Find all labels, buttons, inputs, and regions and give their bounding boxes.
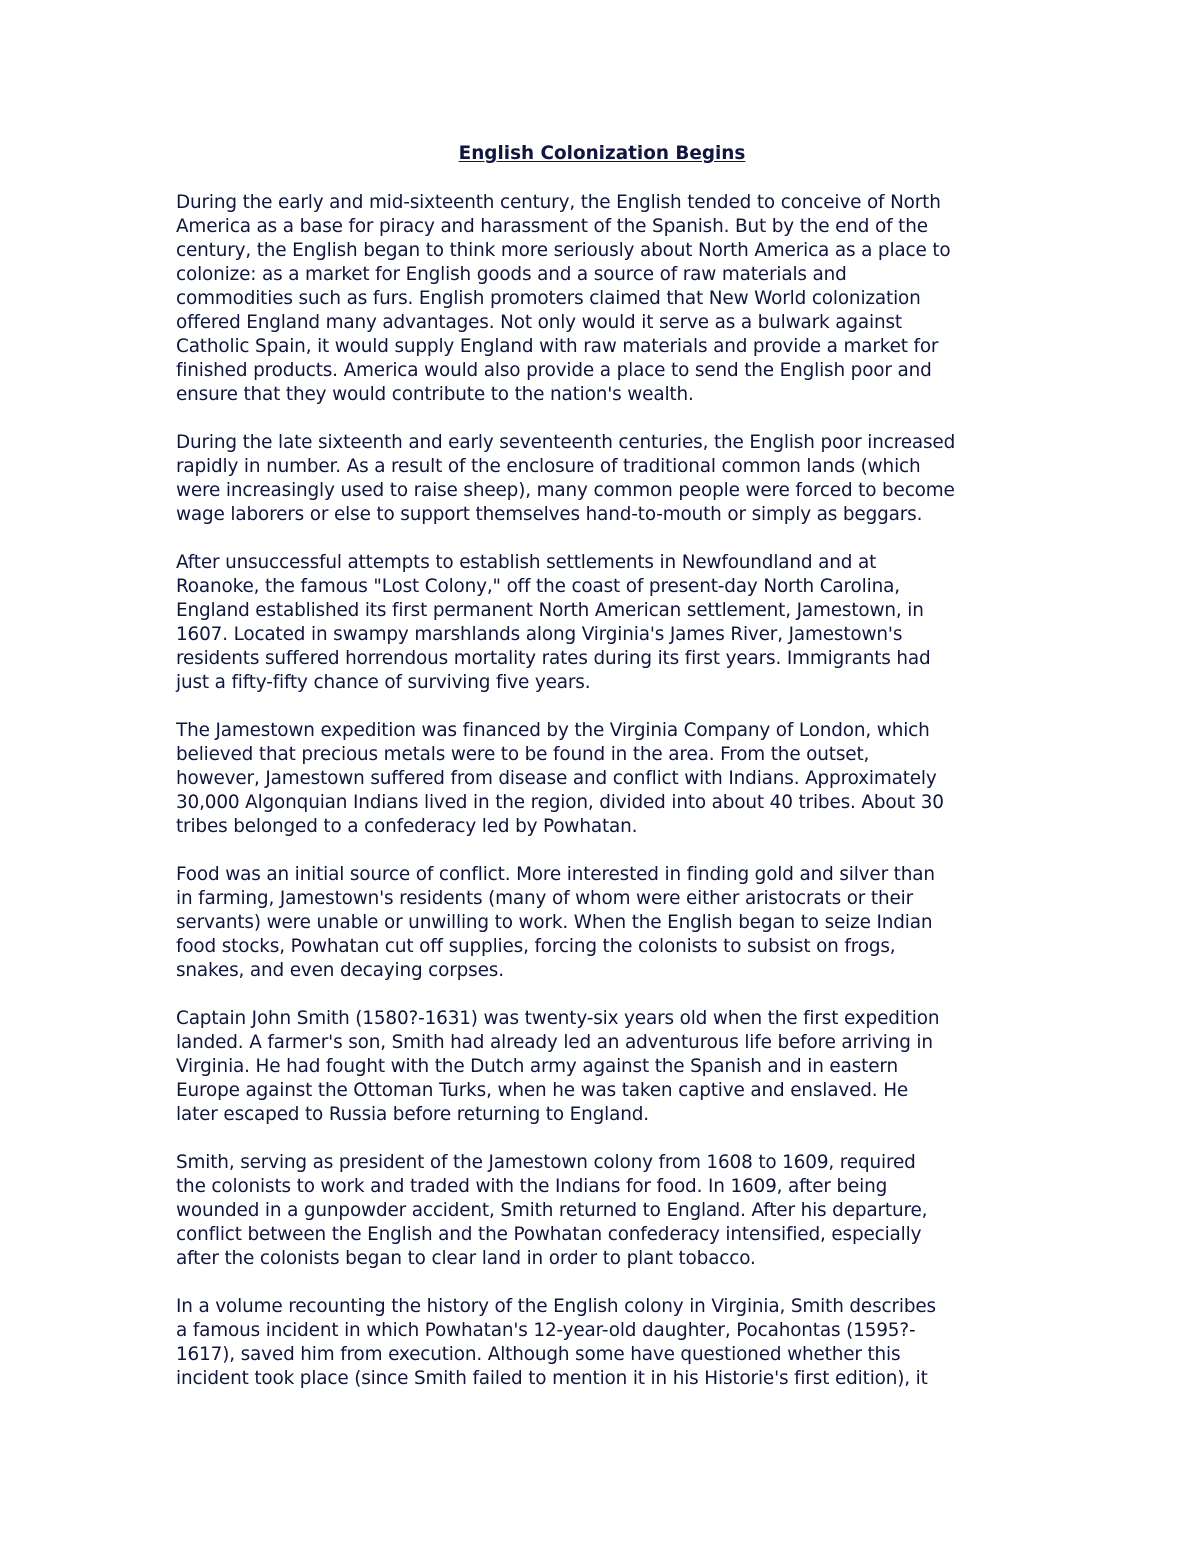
text-line: Virginia. He had fought with the Dutch army against the Spanish and in eastern — [176, 1056, 898, 1077]
text-line: were increasingly used to raise sheep), many common people were forced to become — [176, 480, 955, 501]
text-line: 1607. Located in swampy marshlands along Virginia's James River, Jamestown's — [176, 624, 903, 645]
text-line: in farming, Jamestown's residents (many of whom were either aristocrats or their — [176, 888, 914, 909]
text-line: During the late sixteenth and early seventeenth centuries, the English poor increased — [176, 432, 956, 453]
text-line: just a fifty-fifty chance of surviving five years. — [176, 672, 591, 693]
text-line: During the early and mid-sixteenth century, the English tended to conceive of North — [176, 192, 941, 213]
paragraph — [176, 551, 1028, 695]
text-line: commodities such as furs. English promoters claimed that New World colonization — [176, 288, 921, 309]
text-line: century, the English began to think more seriously about North America as a place to — [176, 240, 951, 261]
text-line: Food was an initial source of conflict. More interested in finding gold and silver than — [176, 864, 935, 885]
text-line: residents suffered horrendous mortality rates during its first years. Immigrants had — [176, 648, 931, 669]
text-line: England established its first permanent North American settlement, Jamestown, in — [176, 600, 924, 621]
paragraph — [176, 431, 1028, 527]
text-line: offered England many advantages. Not only would it serve as a bulwark against — [176, 312, 902, 333]
text-line: landed. A farmer's son, Smith had already led an adventurous life before arriving in — [176, 1032, 933, 1053]
text-line: tribes belonged to a confederacy led by Powhatan. — [176, 816, 638, 837]
text-line: The Jamestown expedition was financed by the Virginia Company of London, which — [176, 720, 930, 741]
text-line: servants) were unable or unwilling to work. When the English began to seize Indian — [176, 912, 933, 933]
paragraph — [176, 1295, 1028, 1391]
text-line: 1617), saved him from execution. Although some have questioned whether this — [176, 1344, 901, 1365]
text-line: the colonists to work and traded with the Indians for food. In 1609, after being — [176, 1176, 888, 1197]
text-line: ensure that they would contribute to the nation's wealth. — [176, 384, 694, 405]
text-line: Catholic Spain, it would supply England with raw materials and provide a market for — [176, 336, 939, 357]
text-line: Captain John Smith (1580?-1631) was twenty-six years old when the first expedition — [176, 1008, 940, 1029]
text-line: wage laborers or else to support themselves hand-to-mouth or simply as beggars. — [176, 504, 923, 525]
text-line: colonize: as a market for English goods and a source of raw materials and — [176, 264, 847, 285]
text-line: incident took place (since Smith failed to mention it in his Historie's first edition), it — [176, 1368, 928, 1389]
text-line: conflict between the English and the Powhatan confederacy intensified, especially — [176, 1224, 922, 1245]
text-line: Smith, serving as president of the Jamestown colony from 1608 to 1609, required — [176, 1152, 916, 1173]
paragraph — [176, 863, 1028, 983]
text-line: later escaped to Russia before returning to England. — [176, 1104, 649, 1125]
text-line: In a volume recounting the history of the English colony in Virginia, Smith describes — [176, 1296, 936, 1317]
text-line: food stocks, Powhatan cut off supplies, forcing the colonists to subsist on frogs, — [176, 936, 896, 957]
paragraph-container — [176, 191, 1028, 1391]
text-line: snakes, and even decaying corpses. — [176, 960, 504, 981]
paragraph — [176, 1007, 1028, 1127]
text-line: After unsuccessful attempts to establish settlements in Newfoundland and at — [176, 552, 877, 573]
text-line: however, Jamestown suffered from disease and conflict with Indians. Approximately — [176, 768, 937, 789]
paragraph — [176, 1151, 1028, 1271]
text-line: a famous incident in which Powhatan's 12-year-old daughter, Pocahontas (1595?- — [176, 1320, 916, 1341]
paragraph — [176, 191, 1028, 407]
text-line: after the colonists began to clear land in order to plant tobacco. — [176, 1248, 756, 1269]
text-line: America as a base for piracy and harassment of the Spanish. But by the end of the — [176, 216, 928, 237]
document-title: English Colonization Begins — [458, 143, 746, 164]
paragraph — [176, 719, 1028, 839]
text-line: wounded in a gunpowder accident, Smith returned to England. After his departure, — [176, 1200, 928, 1221]
text-line: believed that precious metals were to be found in the area. From the outset, — [176, 744, 870, 765]
text-line: Roanoke, the famous "Lost Colony," off the coast of present-day North Carolina, — [176, 576, 900, 597]
text-line: rapidly in number. As a result of the enclosure of traditional common lands (which — [176, 456, 921, 477]
text-line: Europe against the Ottoman Turks, when he was taken captive and enslaved. He — [176, 1080, 909, 1101]
text-line: finished products. America would also provide a place to send the English poor and — [176, 360, 932, 381]
text-line: 30,000 Algonquian Indians lived in the region, divided into about 40 tribes. About 30 — [176, 792, 944, 813]
document-body — [176, 140, 1028, 1415]
